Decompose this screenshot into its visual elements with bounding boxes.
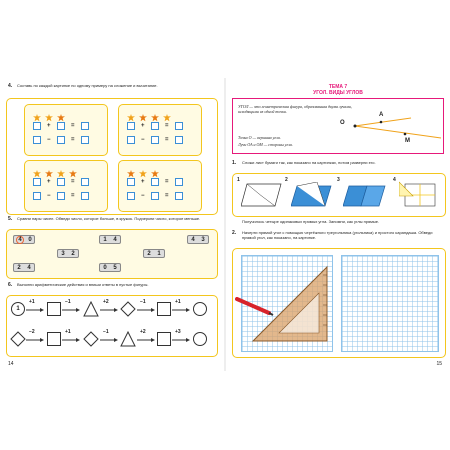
minus-sign: − bbox=[47, 193, 51, 199]
answer-box[interactable] bbox=[175, 178, 183, 186]
task4-number: 4. bbox=[8, 83, 13, 89]
answer-box[interactable] bbox=[151, 136, 159, 144]
step-label: 1 bbox=[237, 177, 240, 183]
point-o-label: O bbox=[340, 120, 345, 126]
operation-label: +2 bbox=[140, 329, 146, 335]
arrow-icon bbox=[137, 338, 155, 342]
number-pair[interactable] bbox=[57, 249, 79, 258]
pair-left[interactable]: 4 bbox=[18, 236, 22, 243]
task6-number: 6. bbox=[8, 282, 13, 288]
task5-frame bbox=[6, 229, 218, 279]
answer-circle[interactable] bbox=[193, 302, 207, 316]
leaf-icon bbox=[151, 165, 159, 173]
operation-label: +1 bbox=[29, 299, 35, 305]
minus-sign: − bbox=[141, 137, 145, 143]
task5-text: Сравни пары чисел. Обведи число, которое больше, в кружок. Подчеркни число, которое меньше. bbox=[17, 216, 201, 221]
number-pair[interactable] bbox=[99, 263, 121, 272]
paper-step-3 bbox=[343, 182, 387, 208]
right-page bbox=[226, 78, 450, 371]
equals-sign: = bbox=[71, 137, 75, 143]
theme-title: УГОЛ. ВИДЫ УГЛОВ bbox=[313, 90, 363, 96]
pair-left[interactable]: 2 bbox=[147, 250, 151, 257]
equals-sign: = bbox=[71, 179, 75, 185]
task1-text: Сложи лист бумаги так, как показано на картинках, потом разверни его. bbox=[242, 160, 376, 165]
pair-right[interactable]: 3 bbox=[201, 236, 205, 243]
leaf-icon bbox=[163, 109, 171, 117]
task6-text: Выполни арифметические действия и впиши ответы в пустые фигуры. bbox=[17, 282, 149, 287]
answer-box[interactable] bbox=[57, 192, 65, 200]
answer-box[interactable] bbox=[57, 178, 65, 186]
leaf-icon bbox=[151, 109, 159, 117]
equals-sign: = bbox=[165, 193, 169, 199]
answer-diamond[interactable] bbox=[83, 331, 99, 347]
arrow-icon bbox=[26, 308, 44, 312]
pair-left[interactable]: 2 bbox=[17, 264, 21, 271]
angle-diagram bbox=[351, 116, 443, 140]
start-circle: 1 bbox=[11, 302, 25, 316]
after-text: Получилось четыре одинаковых прямых угла. Запомни, как углы прямые. bbox=[242, 219, 380, 224]
leaf-icon bbox=[57, 109, 65, 117]
answer-triangle[interactable] bbox=[120, 331, 136, 347]
answer-box[interactable] bbox=[175, 192, 183, 200]
arrow-icon bbox=[172, 308, 190, 312]
task1-number: 1. bbox=[232, 160, 237, 166]
answer-box[interactable] bbox=[33, 192, 41, 200]
task2-number: 2. bbox=[232, 230, 237, 236]
plus-sign: + bbox=[141, 123, 145, 129]
answer-box[interactable] bbox=[33, 122, 41, 130]
arrow-icon bbox=[137, 308, 155, 312]
answer-square[interactable] bbox=[157, 332, 171, 346]
pair-right[interactable]: 5 bbox=[113, 264, 117, 271]
task2-frame bbox=[232, 248, 446, 358]
pair-left[interactable]: 4 bbox=[191, 236, 195, 243]
operation-label: −1 bbox=[140, 299, 146, 305]
answer-box[interactable] bbox=[81, 122, 89, 130]
step-label: 4 bbox=[393, 177, 396, 183]
answer-box[interactable] bbox=[127, 122, 135, 130]
paper-step-1 bbox=[241, 182, 285, 208]
step-label: 3 bbox=[337, 177, 340, 183]
pencil-icon bbox=[235, 297, 275, 317]
number-pair[interactable] bbox=[13, 263, 35, 272]
leaf-icon bbox=[57, 165, 65, 173]
step-label: 2 bbox=[285, 177, 288, 183]
task2-text: Начерти прямой угол с помощью чертёжного треугольника (угольника) и простого карандаша. Обведи прямой угол, как показано, на картинке. bbox=[242, 230, 433, 240]
task4-panel-4 bbox=[118, 160, 202, 212]
left-page bbox=[0, 78, 224, 371]
answer-box[interactable] bbox=[151, 122, 159, 130]
answer-diamond[interactable] bbox=[10, 331, 26, 347]
grid-right[interactable] bbox=[341, 255, 439, 352]
arrow-icon bbox=[100, 308, 118, 312]
task5-number: 5. bbox=[8, 216, 13, 222]
pair-right[interactable]: 2 bbox=[71, 250, 75, 257]
pair-right[interactable]: 1 bbox=[157, 250, 161, 257]
answer-box[interactable] bbox=[175, 122, 183, 130]
leaf-icon bbox=[139, 165, 147, 173]
point-a-label: A bbox=[379, 112, 384, 118]
answer-box[interactable] bbox=[127, 136, 135, 144]
arrow-icon bbox=[62, 308, 80, 312]
equals-sign: = bbox=[165, 137, 169, 143]
task6-frame bbox=[6, 295, 218, 357]
answer-box[interactable] bbox=[81, 192, 89, 200]
arrow-icon bbox=[26, 338, 44, 342]
answer-square[interactable] bbox=[157, 302, 171, 316]
leaf-icon bbox=[127, 165, 135, 173]
page-number: 15 bbox=[436, 361, 442, 367]
operation-label: +1 bbox=[175, 299, 181, 305]
number-pair[interactable] bbox=[99, 235, 121, 244]
answer-square[interactable] bbox=[47, 332, 61, 346]
minus-sign: − bbox=[47, 137, 51, 143]
number-pair[interactable] bbox=[143, 249, 165, 258]
leaf-icon bbox=[33, 165, 41, 173]
operation-label: +2 bbox=[103, 299, 109, 305]
rays-note: Лучи ОА и ОМ — стороны угла. bbox=[238, 142, 293, 147]
leaf-icon bbox=[69, 165, 77, 173]
answer-square[interactable] bbox=[47, 302, 61, 316]
plus-sign: + bbox=[141, 179, 145, 185]
answer-box[interactable] bbox=[127, 178, 135, 186]
leaf-icon bbox=[127, 109, 135, 117]
operation-label: −1 bbox=[65, 299, 71, 305]
pair-right[interactable]: 0 bbox=[28, 236, 32, 243]
theme-label: ТЕМА 7 bbox=[328, 84, 348, 90]
answer-box[interactable] bbox=[151, 178, 159, 186]
number-pair[interactable] bbox=[187, 235, 209, 244]
operation-label: −2 bbox=[29, 329, 35, 335]
answer-box[interactable] bbox=[151, 192, 159, 200]
answer-box[interactable] bbox=[57, 122, 65, 130]
point-m-label: M bbox=[405, 138, 410, 144]
answer-box[interactable] bbox=[175, 136, 183, 144]
number-pair[interactable] bbox=[13, 235, 35, 244]
pair-left[interactable]: 3 bbox=[61, 250, 65, 257]
arrow-icon bbox=[100, 338, 118, 342]
answer-circle[interactable] bbox=[193, 332, 207, 346]
leaf-icon bbox=[33, 109, 41, 117]
pair-right[interactable]: 4 bbox=[113, 236, 117, 243]
pair-left[interactable]: 1 bbox=[103, 236, 107, 243]
minus-sign: − bbox=[141, 193, 145, 199]
equals-sign: = bbox=[165, 179, 169, 185]
equals-sign: = bbox=[165, 123, 169, 129]
task4-text: Составь по каждой картинке по одному примеру на сложение и вычитание. bbox=[17, 83, 158, 88]
answer-diamond[interactable] bbox=[120, 301, 136, 317]
vertex-note: Точка О — вершина угла. bbox=[238, 135, 281, 140]
pair-right[interactable]: 4 bbox=[27, 264, 31, 271]
plus-sign: + bbox=[47, 179, 51, 185]
paper-step-2 bbox=[291, 182, 335, 208]
task4-panel-2 bbox=[118, 104, 202, 156]
plus-sign: + bbox=[47, 123, 51, 129]
definition-box bbox=[232, 98, 444, 154]
leaf-icon bbox=[45, 109, 53, 117]
pair-left[interactable]: 0 bbox=[103, 264, 107, 271]
answer-triangle[interactable] bbox=[83, 301, 99, 317]
answer-box[interactable] bbox=[57, 136, 65, 144]
arrow-icon bbox=[62, 338, 80, 342]
equals-sign: = bbox=[71, 193, 75, 199]
page-number: 14 bbox=[8, 361, 14, 367]
definition-text: УГОЛ — это геометрическая фигура, образованная двумя лучами, исходящими из одной точки. bbox=[238, 104, 352, 114]
task4-panel-1 bbox=[24, 104, 108, 156]
answer-box[interactable] bbox=[33, 178, 41, 186]
paper-step-4 bbox=[399, 180, 439, 210]
task4-panel-3 bbox=[24, 160, 108, 212]
answer-box[interactable] bbox=[127, 192, 135, 200]
task1-frame bbox=[232, 173, 446, 217]
operation-label: −1 bbox=[103, 329, 109, 335]
operation-label: +3 bbox=[175, 329, 181, 335]
answer-box[interactable] bbox=[33, 136, 41, 144]
leaf-icon bbox=[139, 109, 147, 117]
answer-box[interactable] bbox=[81, 136, 89, 144]
arrow-icon bbox=[172, 338, 190, 342]
answer-box[interactable] bbox=[81, 178, 89, 186]
equals-sign: = bbox=[71, 123, 75, 129]
operation-label: +1 bbox=[65, 329, 71, 335]
leaf-icon bbox=[45, 165, 53, 173]
